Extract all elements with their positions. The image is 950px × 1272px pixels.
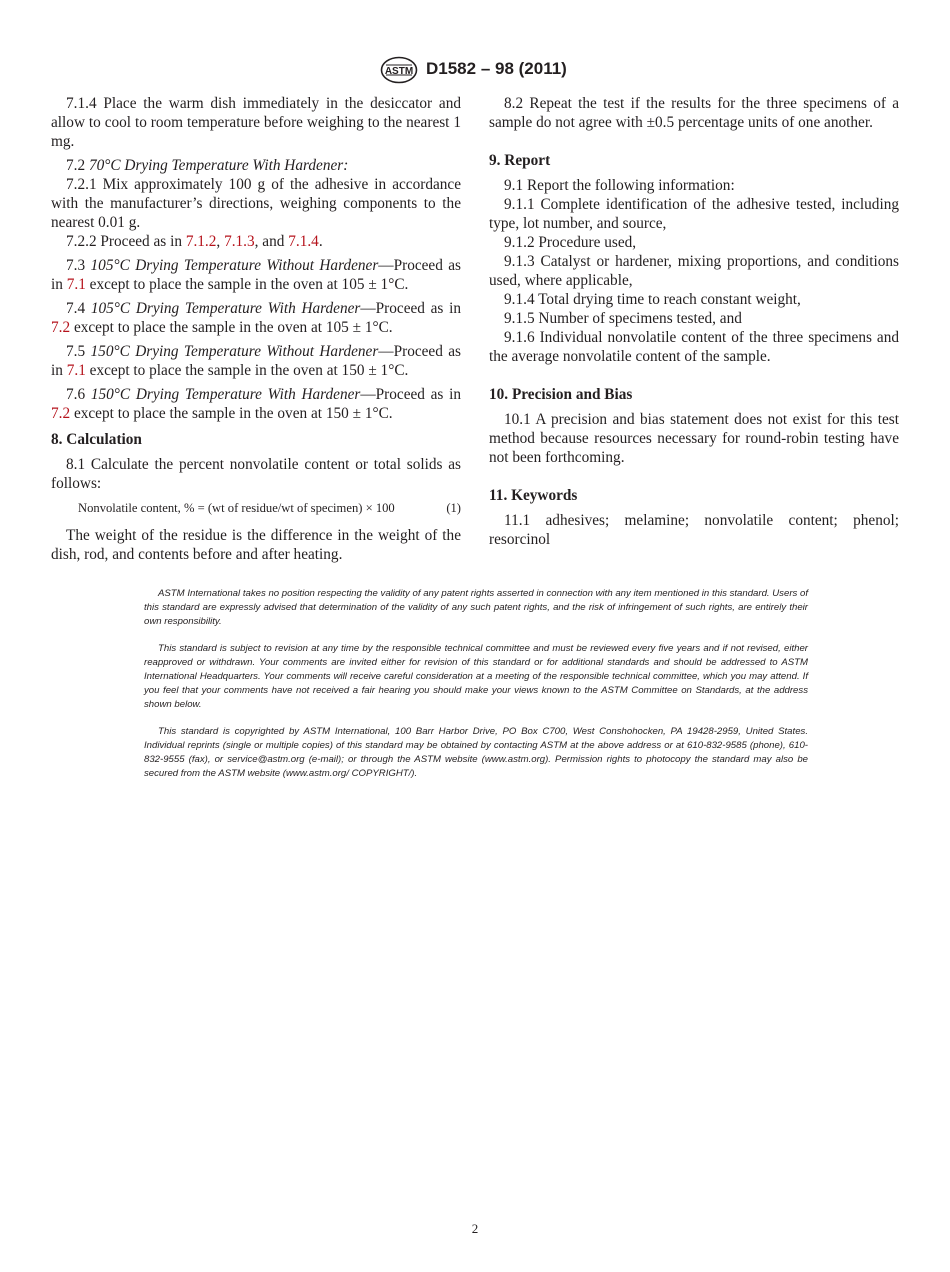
text: 7.2.2 Proceed as in: [66, 233, 186, 250]
section-number: 7.3: [66, 257, 86, 274]
paragraph-9-1-1: 9.1.1 Complete identification of the adhesive tested, including type, lot number, and source,: [489, 196, 899, 232]
text: —Proceed as in: [360, 300, 462, 317]
page-number: 2: [471, 1221, 479, 1236]
right-column: [489, 94, 899, 549]
paragraph-7-2: [51, 156, 461, 175]
text: except to place the sample in the oven at 105 ± 1°C.: [85, 276, 409, 293]
footer-patent-notice: ASTM International takes no position respecting the validity of any patent rights asserted in connection with any item mentioned in this standard. Users of this standard are expressly advised that determination of the validity of any such patent rights, and the risk of infringement of such rights, are entirely their own responsibility.: [144, 588, 808, 627]
page-header: [0, 56, 950, 84]
astm-logo-icon: [380, 56, 418, 84]
text: —Proceed as in: [360, 386, 462, 403]
text: except to place the sample in the oven at 150 ± 1°C.: [85, 362, 409, 379]
paragraph-11-1: 11.1 adhesives; melamine; nonvolatile content; phenol; resorcinol: [489, 512, 899, 548]
document-id: D1582 – 98 (2011): [426, 59, 567, 78]
section-heading-calculation: 8. Calculation: [51, 431, 142, 448]
section-number: 7.2: [66, 157, 86, 174]
text: .: [318, 233, 323, 250]
paragraph-9-1-6: 9.1.6 Individual nonvolatile content of the three specimens and the average nonvolatile content of the sample.: [489, 329, 899, 365]
ref-link-7-1-2[interactable]: 7.1.2: [185, 233, 217, 250]
paragraph-7-2-2: [51, 232, 461, 251]
text: , and: [254, 233, 289, 250]
paragraph-9-1-5: 9.1.5 Number of specimens tested, and: [504, 310, 742, 327]
paragraph-9-1: 9.1 Report the following information:: [504, 177, 735, 194]
ref-link-7-1[interactable]: 7.1: [66, 276, 86, 293]
paragraph-7-3: [51, 256, 461, 294]
paragraph-8-2: 8.2 Repeat the test if the results for the three specimens of a sample do not agree with ±0.5 percentage units of one another.: [489, 95, 899, 131]
ref-link-7-1-3[interactable]: 7.1.3: [224, 233, 255, 250]
section-number: 7.5: [66, 343, 86, 360]
ref-link-7-2[interactable]: 7.2: [51, 405, 71, 422]
equation-text: Nonvolatile content, % = (wt of residue/wt of specimen) × 100: [78, 501, 395, 515]
footer-copyright-notice: This standard is copyrighted by ASTM International, 100 Barr Harbor Drive, PO Box C700, West Conshohocken, PA 19428-2959, United States. Individual reprints (single or multiple copies) of this standard may be obtained by contacting ASTM at the above address or at 610-832-9585 (phone), 610-832-9555 (fax), or service@astm.org (e-mail); or through the ASTM website (www.astm.org). Permission rights to photocopy the standard may also be secured from the ASTM website (www.astm.org/ COPYRIGHT/).: [144, 726, 808, 779]
paragraph-7-4: [51, 299, 461, 337]
paragraph-7-5: [51, 342, 461, 380]
equation-number: (1): [446, 501, 461, 515]
section-number: 7.6: [66, 386, 86, 403]
ref-link-7-1[interactable]: 7.1: [66, 362, 86, 379]
paragraph-7-2-1: 7.2.1 Mix approximately 100 g of the adhesive in accordance with the manufacturer’s directions, weighing components to the nearest 0.01 g.: [51, 176, 461, 231]
text: except to place the sample in the oven at 105 ± 1°C.: [70, 319, 393, 336]
paragraph-9-1-3: 9.1.3 Catalyst or hardener, mixing proportions, and conditions used, where applicable,: [489, 253, 899, 289]
text: ,: [216, 233, 225, 250]
section-heading-precision-bias: 10. Precision and Bias: [489, 386, 633, 403]
text: —Proceed as in: [51, 343, 462, 379]
section-title: 150°C Drying Temperature Without Hardener: [90, 343, 379, 360]
legal-footer: [144, 587, 808, 781]
paragraph-residue: The weight of the residue is the difference in the weight of the dish, rod, and contents before and after heating.: [51, 527, 461, 563]
text: —Proceed as in: [51, 257, 462, 293]
section-heading-keywords: 11. Keywords: [489, 487, 578, 504]
paragraph-9-1-2: 9.1.2 Procedure used,: [504, 234, 637, 251]
ref-link-7-2[interactable]: 7.2: [51, 319, 71, 336]
text: except to place the sample in the oven at 150 ± 1°C.: [70, 405, 393, 422]
paragraph-10-1: 10.1 A precision and bias statement does not exist for this test method because resources necessary for round-robin testing have not been forthcoming.: [489, 411, 899, 466]
section-title: 105°C Drying Temperature With Hardener: [90, 300, 361, 317]
footer-revision-notice: This standard is subject to revision at any time by the responsible technical committee and must be reviewed every five years and if not revised, either reapproved or withdrawn. Your comments are invited either for revision of this standard or for additional standards and should be addressed to ASTM International Headquarters. Your comments will receive careful consideration at a meeting of the responsible technical committee, which you may attend. If you feel that your comments have not received a fair hearing you should make your views known to the ASTM Committee on Standards, at the address shown below.: [144, 643, 808, 710]
equation-1: [51, 499, 461, 518]
section-title: 150°C Drying Temperature With Hardener: [90, 386, 361, 403]
paragraph-7-1-4: 7.1.4 Place the warm dish immediately in the desiccator and allow to cool to room temperature before weighing to the nearest 1 mg.: [51, 95, 461, 150]
left-column: [51, 94, 461, 564]
section-title: 105°C Drying Temperature Without Hardener: [90, 257, 379, 274]
paragraph-8-1: 8.1 Calculate the percent nonvolatile content or total solids as follows:: [51, 456, 461, 492]
svg-text:ASTM: ASTM: [384, 66, 414, 77]
section-number: 7.4: [66, 300, 86, 317]
paragraph-9-1-4: 9.1.4 Total drying time to reach constant weight,: [504, 291, 801, 308]
section-heading-report: 9. Report: [489, 152, 551, 169]
paragraph-7-6: [51, 385, 461, 423]
ref-link-7-1-4[interactable]: 7.1.4: [288, 233, 319, 250]
section-title: 70°C Drying Temperature With Hardener:: [88, 157, 349, 174]
